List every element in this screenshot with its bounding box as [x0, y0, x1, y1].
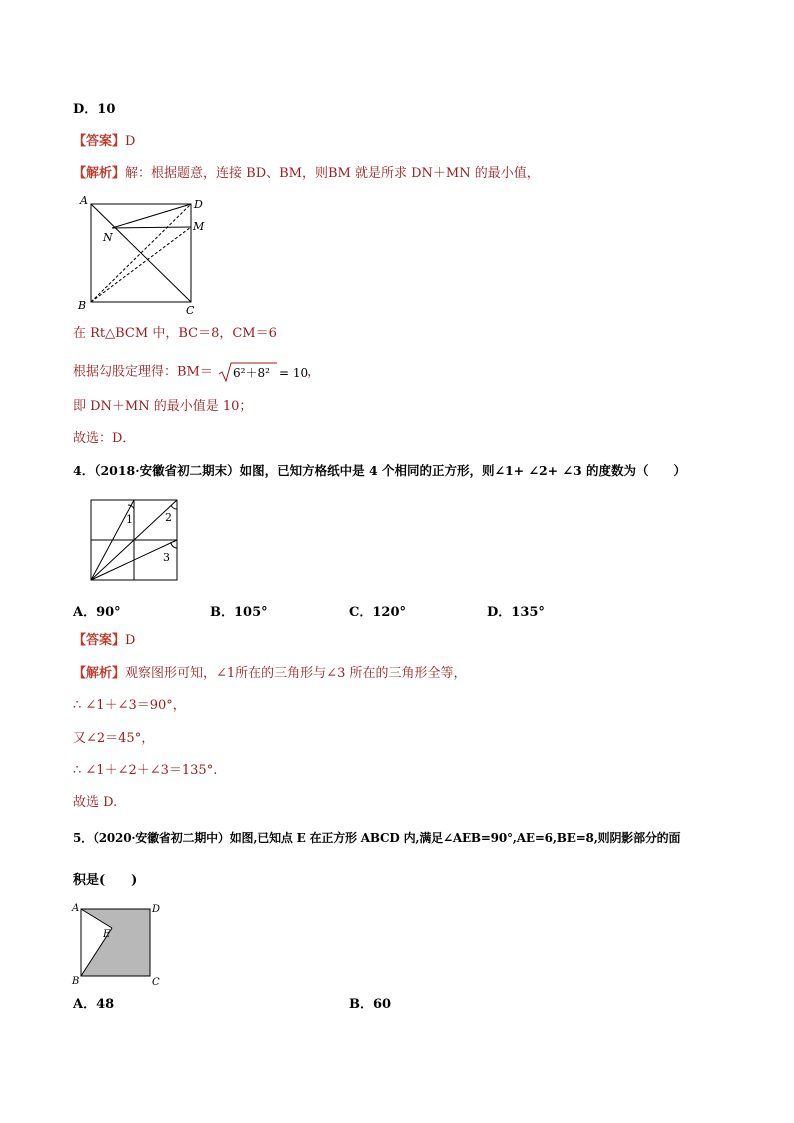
analysis-row	[73, 165, 540, 183]
q4-solution-line-2: 又∠2＝45°，	[73, 731, 155, 746]
solution-line-3: 即 DN＋MN 的最小值是 10；	[73, 399, 253, 414]
solution-line-1: 在 Rt△BCM 中，BC＝8，CM＝6	[73, 326, 277, 341]
label-n: N	[103, 231, 113, 244]
q4-solution-line-3: ∴ ∠1＋∠2＋∠3＝135°.	[73, 763, 218, 778]
q5-option-a[interactable]: A．48	[73, 997, 115, 1012]
answer-row	[73, 133, 135, 151]
q4-answer-row	[73, 632, 135, 650]
solution-line-4: 故选：D．	[73, 431, 136, 446]
segment-nd	[112, 204, 191, 228]
q5-label-e: E	[103, 929, 111, 940]
q4-option-d[interactable]: D．135°	[487, 605, 545, 620]
angle-label-3: 3	[163, 551, 170, 564]
q4-solution-line-1: ∴ ∠1＋∠3＝90°，	[73, 698, 186, 713]
grid-diagram	[88, 497, 184, 585]
q5-label-c: C	[152, 977, 160, 988]
shaded-square-diagram	[70, 900, 170, 992]
radicand: 6²＋8²	[233, 366, 270, 380]
q4-stem: 4．（2018·安徽省初二期末）如图，已知方格纸中是 4 个相同的正方形，则∠1+ ∠2+ ∠3 的度数为（ ）	[73, 463, 687, 478]
sqrt-expression	[217, 361, 309, 383]
q5-label-a: A	[72, 903, 80, 914]
angle-label-2: 2	[165, 511, 172, 524]
shaded-region	[81, 909, 150, 976]
solution-line-2	[73, 361, 320, 383]
label-c: C	[186, 304, 195, 317]
label-b: B	[78, 299, 87, 312]
pythagoras-prefix: 根据勾股定理得：BM＝	[73, 364, 213, 380]
q4-answer-tag: 【答案】	[73, 633, 126, 648]
q4-analysis-intro: 观察图形可知，∠1所在的三角形与∠3 所在的三角形全等，	[125, 666, 467, 681]
q5-stem-line-1: 5．（2020·安徽省初二期中）如图,已知点 E 在正方形 ABCD 内,满足∠AEB=90°,AE=6,BE=8,则阴影部分的面	[73, 831, 681, 845]
q4-solution-line-4: 故选 D.	[73, 795, 118, 810]
angle-label-1: 1	[126, 513, 133, 526]
option-d: D．10	[73, 102, 116, 117]
q5-label-b: B	[72, 976, 80, 987]
square-diagram	[72, 192, 212, 316]
q5-option-b[interactable]: B．60	[349, 997, 392, 1012]
q4-answer-value: D	[125, 633, 136, 648]
answer-tag: 【答案】	[73, 134, 126, 149]
analysis-intro: 解：根据题意，连接 BD、BM，则BM 就是所求 DN＋MN 的最小值，	[125, 166, 540, 181]
label-a: A	[80, 194, 88, 207]
answer-value: D	[125, 134, 136, 149]
radical-sign	[217, 361, 309, 383]
q5-label-d: D	[152, 904, 161, 915]
pythagoras-suffix: ，	[307, 364, 321, 380]
q4-option-c[interactable]: C．120°	[349, 605, 406, 620]
segment-nm	[112, 227, 191, 228]
analysis-tag: 【解析】	[73, 166, 126, 181]
arc-angle-1	[128, 505, 134, 509]
q4-option-b[interactable]: B．105°	[210, 605, 268, 620]
q5-options	[73, 993, 673, 1011]
sqrt-result: = 10	[279, 366, 309, 380]
label-d: D	[194, 198, 203, 211]
q4-analysis-row	[73, 665, 466, 683]
q4-option-a[interactable]: A．90°	[73, 605, 121, 620]
q4-analysis-tag: 【解析】	[73, 666, 126, 681]
arc-angle-2	[171, 505, 177, 509]
q5-stem-line-2: 积是( )	[73, 873, 138, 888]
label-m: M	[193, 220, 205, 233]
q4-options	[73, 601, 673, 619]
